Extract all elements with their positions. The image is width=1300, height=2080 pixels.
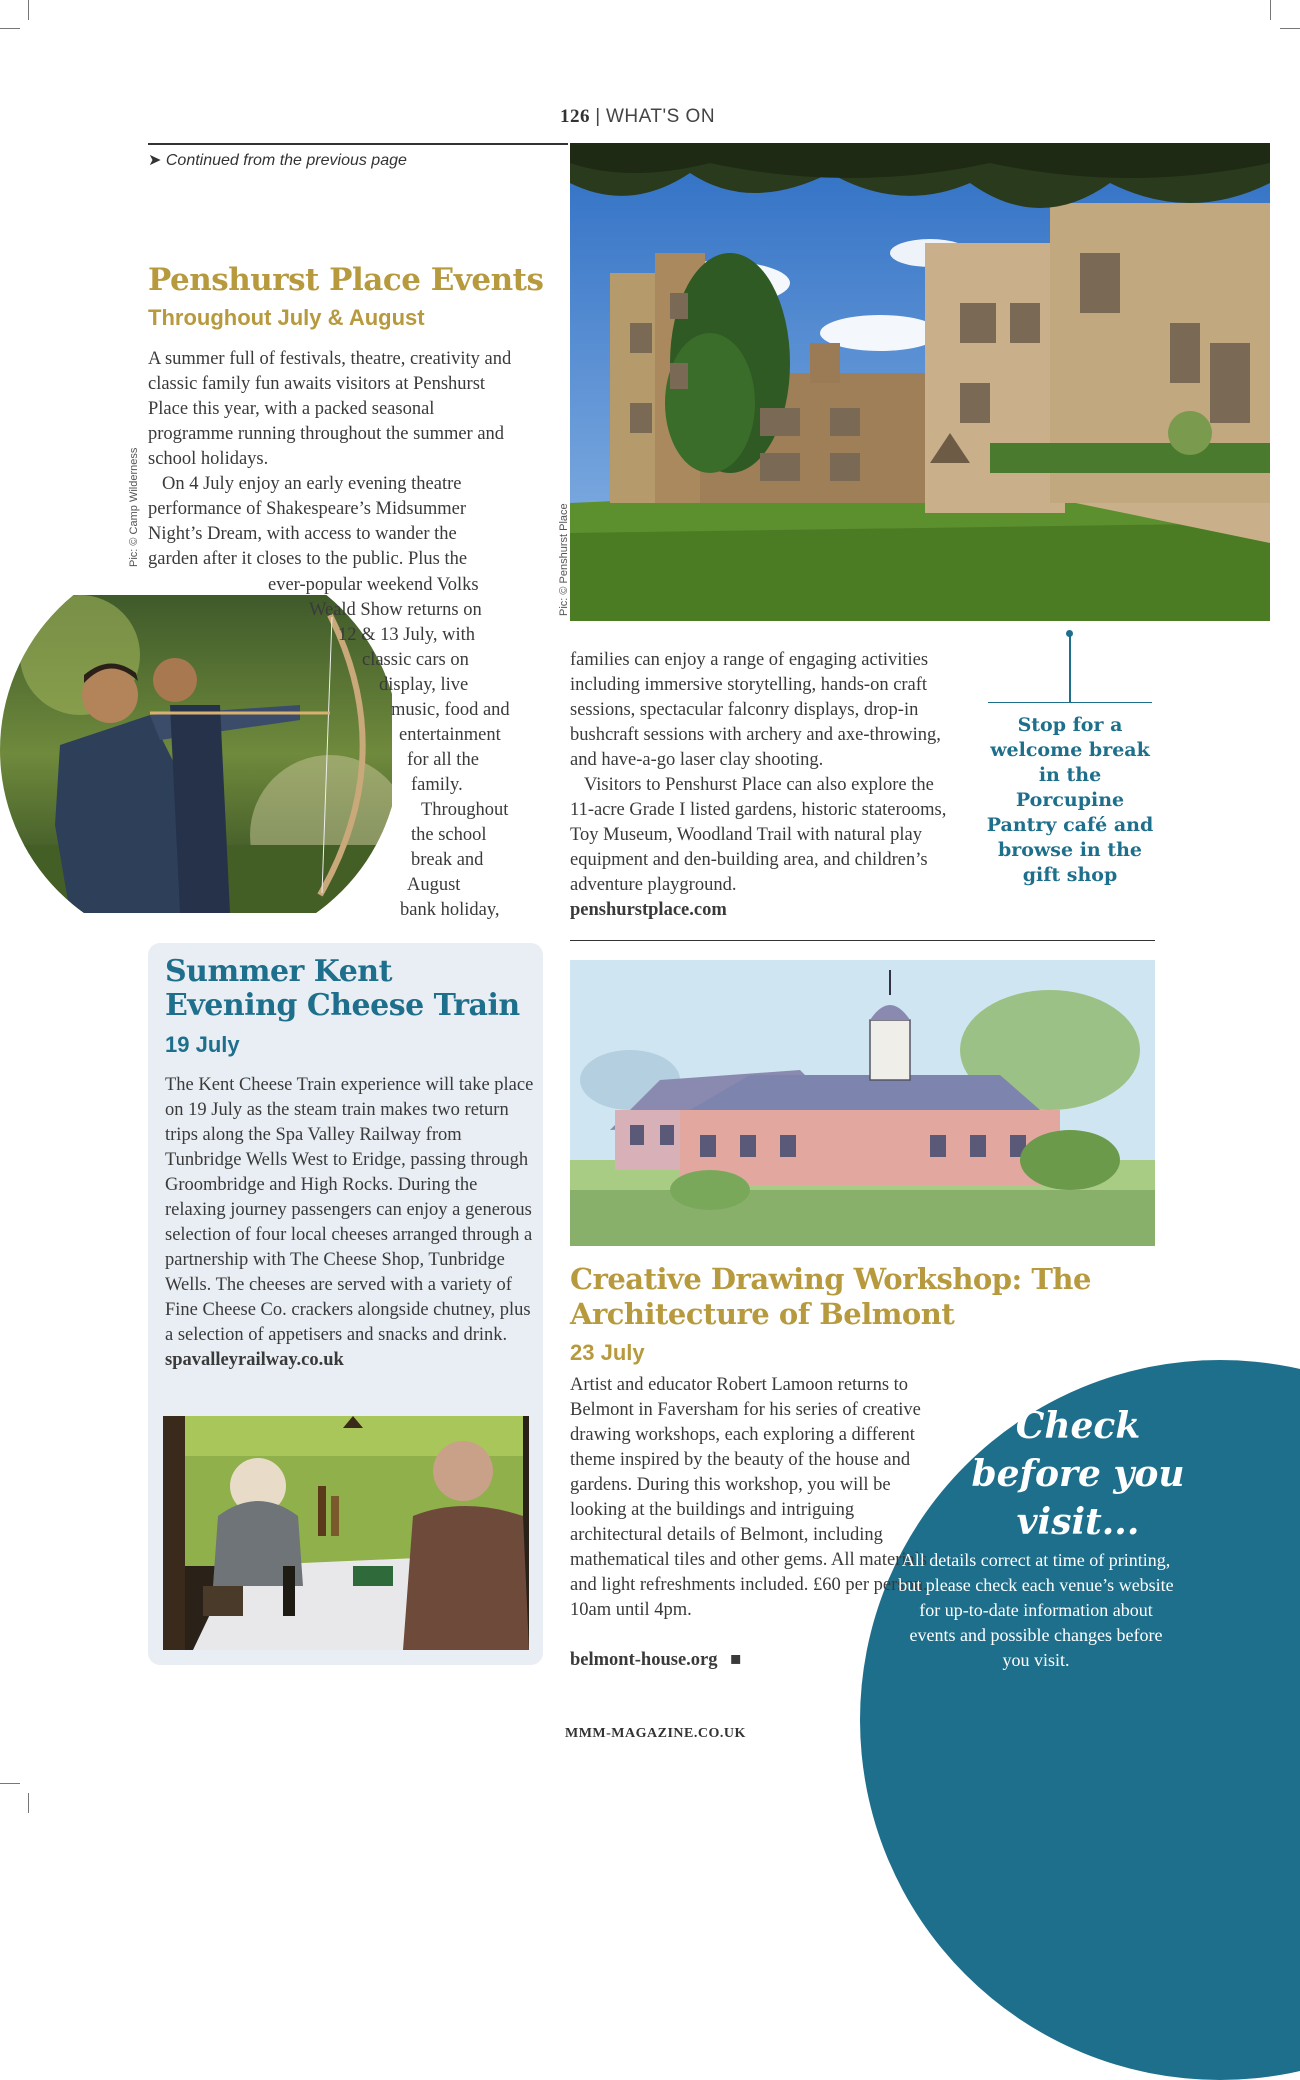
callout-rule [988,702,1152,703]
belmont-body: Artist and educator Robert Lamoon returns to Belmont in Faversham for his series of creative drawing workshops, each exploring a different theme inspired by the beauty of the house and gardens. During this workshop, you will be looking at the buildings and intriguing architectural details of Belmont, including mathematical tiles and other gems. All materials and light refreshments included. £60 per person. 10am until 4pm. [570,1375,928,1620]
photo-credit-castle: Pic: © Penshurst Place [558,503,570,616]
cheese-train-photo [163,1416,529,1650]
notice-body: All details correct at time of printing, but please check each venue’s website for up-to-date information about events and possible changes before you visit. [898,1550,1174,1670]
crop-mark [0,28,20,29]
penshurst-para2-line: On 4 July enjoy an early evening theatre [162,474,462,494]
wrap-line: music, food and [391,700,510,720]
penshurst-para4: Visitors to Penshurst Place can also explore the 11-acre Grade I listed gardens, historic staterooms, Toy Museum, Woodland Trail with natural play equipment and den-building area, and children’s adventure playground. [570,775,947,895]
wrap-line: break and [411,850,484,870]
belmont-body-block [570,1373,930,1623]
penshurst-subtitle: Throughout July & August [148,305,425,330]
notice-title: Check before you visit... [971,1405,1185,1543]
wrap-line: family. [411,775,463,795]
section-divider [570,940,1155,941]
belmont-sketch-illustration [570,960,1155,1246]
page-header [560,106,715,128]
cheese-train-body-block [165,1073,535,1373]
footer-url: MMM-MAGAZINE.CO.UK [565,1726,746,1741]
end-square-icon: ■ [730,1650,742,1670]
wrap-line: 12 & 13 July, with [338,625,476,645]
belmont-date: 23 July [570,1340,645,1365]
wrap-line: August [407,875,461,895]
crop-mark [1280,28,1300,29]
cheese-train-title: Summer Kent Evening Cheese Train [165,954,520,1023]
section-title: WHAT'S ON [605,106,716,127]
penshurst-para2-line: performance of Shakespeare’s Midsummer [148,499,466,519]
penshurst-title: Penshurst Place Events [148,262,544,298]
belmont-link-row [570,1648,741,1673]
cheese-train-body: The Kent Cheese Train experience will take place on 19 July as the steam train makes two return trips along the Spa Valley Railway from Tunbridge Wells West to Eridge, passing through Groombridge and High Rocks. During the relaxing journey passengers can enjoy a generous selection of four local cheeses arranged through a partnership with The Cheese Shop, Tunbridge Wells. The cheeses are served with a variety of Fine Cheese Co. crackers alongside chutney, plus a selection of appetisers and snacks and drink. [165,1075,534,1345]
callout-connector [1069,634,1071,702]
crop-mark [0,1783,20,1784]
cheese-train-date: 19 July [165,1032,240,1057]
page-number: 126 [560,106,590,127]
wrap-line: display, live [379,675,469,695]
crop-mark [1270,0,1271,20]
penshurst-callout: Stop for a welcome break in the Porcupine Pantry café and browse in the gift shop [986,714,1154,886]
photo-credit-archer: Pic: © Camp Wilderness [128,447,140,567]
cheese-train-link[interactable]: spavalleyrailway.co.uk [165,1350,344,1370]
crop-mark [28,0,29,20]
penshurst-para1: A summer full of festivals, theatre, creativity and classic family fun awaits visitors at Penshurst Place this year, with a packed seasonal programme running throughout the summer and school holidays. [148,349,512,469]
penshurst-wrap-text [0,573,530,923]
wrap-line: bank holiday, [400,900,500,920]
wrap-line: Weald Show returns on [309,600,482,620]
penshurst-right-column [570,648,950,923]
wrap-line: the school [411,825,487,845]
penshurst-para3: families can enjoy a range of engaging activities including immersive storytelling, hands-on craft sessions, spectacular falconry displays, drop-in bushcraft sessions with archery and axe-throwing, and have-a-go laser clay shooting. [570,650,941,770]
belmont-title: Creative Drawing Workshop: The Architecture of Belmont [570,1262,1091,1331]
penshurst-para2-line: garden after it closes to the public. Plus the [148,549,468,569]
crop-mark [28,1793,29,1813]
top-rule [148,143,568,145]
penshurst-intro [148,347,523,572]
penshurst-link[interactable]: penshurstplace.com [570,900,727,920]
wrap-line: ever-popular weekend Volks [268,575,479,595]
belmont-link[interactable]: belmont-house.org [570,1650,718,1670]
wrap-line: for all the [407,750,479,770]
wrap-line: entertainment [399,725,501,745]
wrap-line: classic cars on [362,650,469,670]
continued-note [148,150,407,170]
continued-text: Continued from the previous page [165,152,407,169]
header-separator: | [595,106,601,127]
arrow-right-icon: ➤ [148,152,162,169]
penshurst-castle-photo [570,143,1270,621]
wrap-line: Throughout [421,800,509,820]
penshurst-para2-line: Night’s Dream, with access to wander the [148,524,457,544]
